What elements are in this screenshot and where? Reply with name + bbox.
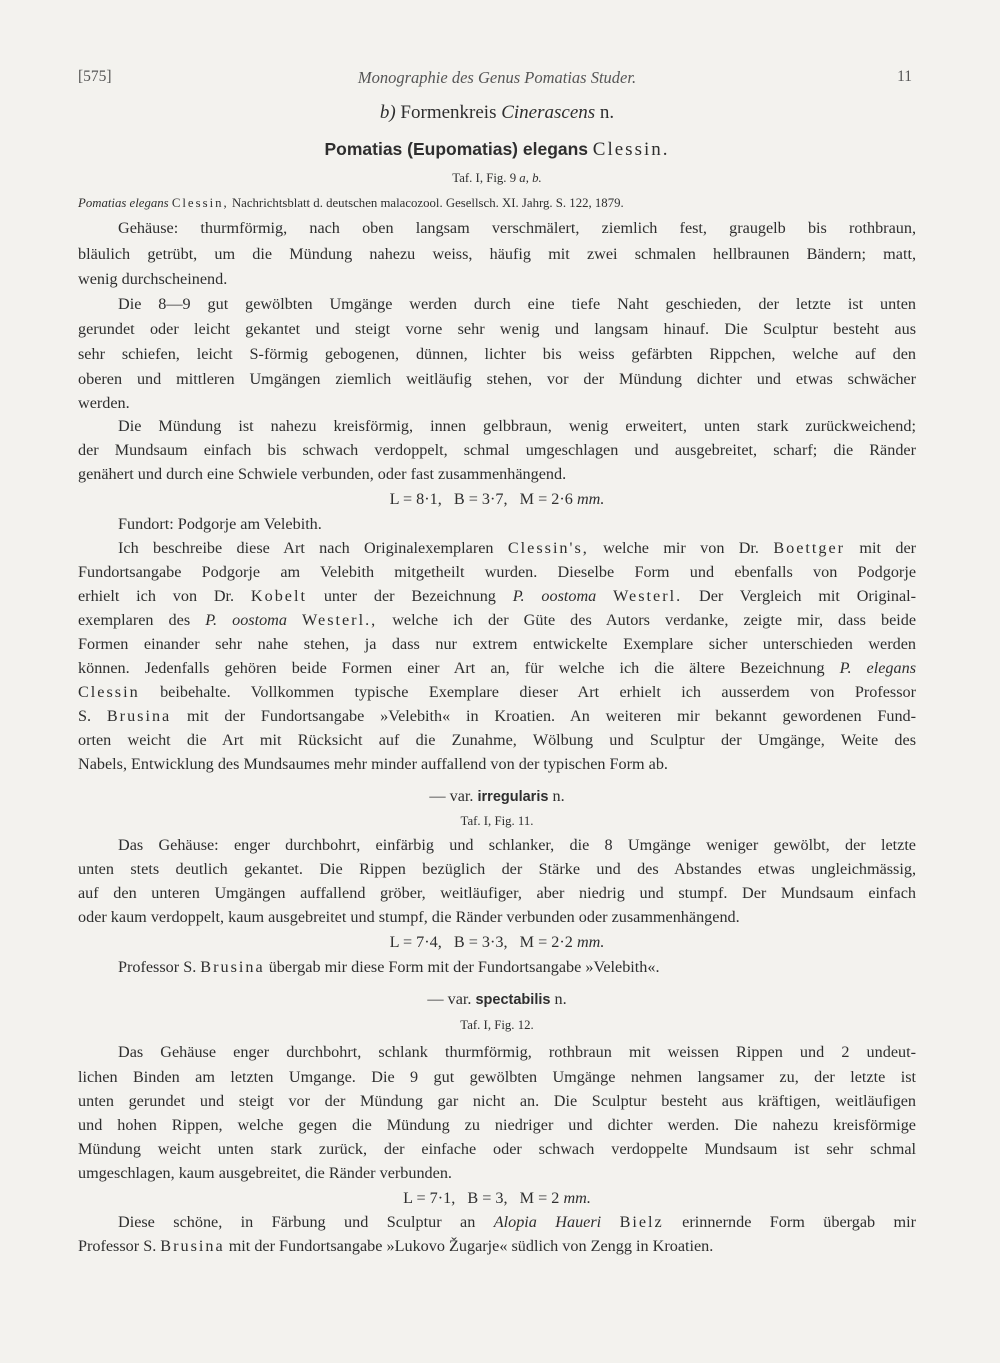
page-reference: [575] (78, 68, 112, 85)
variety-plate-reference: Taf. I, Fig. 11. (460, 814, 534, 828)
measurements: L = 7·4, B = 3·3, M = 2·2 mm. (389, 933, 605, 951)
paragraph-line: Professor S. Brusina mit der Fundortsangabe »Lukovo Žugarje« südlich von Zengg in Kroatien. (78, 1237, 714, 1255)
paragraph-line: Das Gehäuse: enger durchbohrt, einfärbig und schlanker, die 8 Umgänge weniger gewölbt, der letzte (118, 836, 916, 854)
paragraph-line: Nabels, Entwicklung des Mundsaumes mehr minder auffallend von der typischen Form ab. (78, 755, 668, 773)
paragraph-line: Diese schöne, in Färbung und Sculptur an Alopia Haueri Bielz erinnernde Form übergab mir (118, 1213, 917, 1231)
running-header (78, 68, 916, 90)
paragraph-line: genähert und durch eine Schwiele verbunden, oder fast zusammenhängend. (78, 465, 567, 483)
section-heading: b) Formenkreis Cinerascens n. (379, 102, 615, 123)
paragraph-line: sehr schiefen, leicht S-förmig gebogenen, dünnen, lichter bis weiss gefärbten Rippchen, welche auf den (78, 345, 916, 363)
paragraph-line: Clessin beibehalte. Vollkommen typische Exemplare dieser Art erhielt ich ausserdem von Professor (78, 683, 916, 701)
paragraph-line: Die 8—9 gut gewölbten Umgänge werden durch eine tiefe Naht geschieden, der letzte ist unten (118, 295, 916, 313)
paragraph-line: Professor S. Brusina übergab mir diese Form mit der Fundortsangabe »Velebith«. (118, 958, 660, 976)
measurements: L = 8·1, B = 3·7, M = 2·6 mm. (389, 490, 605, 508)
paragraph-line: auf den unteren Umgängen auffallend gröber, weitläufiger, aber niedrig und stumpf. Der Mundsaum einfach (78, 884, 916, 902)
paragraph-line: oder kaum verdoppelt, kaum ausgebreitet und stumpf, die Ränder verbunden oder zusammenhängend. (78, 908, 740, 926)
paragraph-line: Mündung weicht unten stark zurück, der einfache oder schwach verdoppelte Mundsaum ist sehr schmal (78, 1140, 916, 1158)
paragraph-line: Ich beschreibe diese Art nach Originalexemplaren Clessin's, welche mir von Dr. Boettger mit der (118, 539, 917, 557)
paragraph-line: erhielt ich von Dr. Kobelt unter der Bezeichnung P. oostoma Westerl. Der Vergleich mit Original- (78, 587, 917, 605)
paragraph-line: können. Jedenfalls gehören beide Formen einer Art an, für welche ich die ältere Bezeichnung P. elegans (78, 659, 916, 677)
paragraph-line: der Mundsaum einfach bis schwach verdoppelt, schmal umgeschlagen und ausgebreitet, scharf; die Ränder (78, 441, 916, 459)
paragraph-line: oberen und mittleren Umgängen ziemlich weitläufig stehen, vor der Mündung dichter und etwas schwächer (78, 370, 916, 388)
variety-heading: — var. spectabilis n. (427, 990, 567, 1008)
species-literature-reference: Pomatias elegans Clessin, Nachrichtsblatt d. deutschen malacozool. Gesellsch. XI. Jahrg. S. 122, 1879. (78, 196, 624, 210)
locality-line: Fundort: Podgorje am Velebith. (118, 515, 322, 533)
measurements: L = 7·1, B = 3, M = 2 mm. (403, 1189, 591, 1207)
paragraph-line: wenig durchscheinend. (78, 270, 228, 288)
paragraph-line: unten stets deutlich gekantet. Die Rippen bezüglich der Stärke und des Abstandes etwas ungleichmässig, (78, 860, 916, 878)
running-title: Monographie des Genus Pomatias Studer. (357, 68, 637, 87)
page-number: 11 (897, 68, 912, 85)
variety-plate-reference: Taf. I, Fig. 12. (460, 1018, 534, 1032)
paragraph-line: orten weicht die Art mit Rücksicht auf die Zunahme, Wölbung und Sculptur der Umgänge, Weite des (78, 731, 916, 749)
variety-heading: — var. irregularis n. (429, 787, 565, 805)
paragraph-line: umgeschlagen, kaum ausgebreitet, die Ränder verbunden. (78, 1164, 452, 1182)
paragraph-line: Gehäuse: thurmförmig, nach oben langsam verschmälert, ziemlich fest, graugelb bis rothbraun, (118, 219, 916, 237)
paragraph-line: Formen einander sehr nahe stehen, ja dass nur extrem entwickelte Exemplare sicher unterschieden werden (78, 635, 916, 653)
species-plate-reference: Taf. I, Fig. 9 a, b. (452, 171, 542, 185)
paragraph-line: exemplaren des P. oostoma Westerl., welche ich der Güte des Autors verdanke, zeigte mir, dass beide (78, 611, 917, 629)
paragraph-line: unten gerundet und steigt vor der Mündung gar nicht an. Die Sculptur besteht aus kräftigen, weitläufigen (78, 1092, 916, 1110)
paragraph-line: bläulich getrübt, um die Mündung nahezu weiss, häufig mit zwei schmalen hellbraunen Bändern; matt, (78, 245, 916, 263)
paragraph-line: Fundortsangabe Podgorje am Velebith mitgetheilt wurden. Dieselbe Form und ebenfalls von Podgorje (78, 563, 916, 581)
paragraph-line: und hohen Rippen, welche gegen die Mündung zu niedriger und dichter werden. Die nahezu kreisförmige (78, 1116, 916, 1134)
paragraph-line: gerundet oder leicht gekantet und steigt vorne sehr wenig und langsam hinauf. Die Sculptur besteht aus (78, 320, 916, 338)
paragraph-line: Die Mündung ist nahezu kreisförmig, innen gelbbraun, wenig erweitert, unten stark zurückweichend; (118, 417, 916, 435)
paragraph-line: lichen Binden am letzten Umgange. Die 9 gut gewölbten Umgänge nehmen langsamer zu, der letzte ist (78, 1068, 916, 1086)
paragraph-line: werden. (78, 394, 130, 412)
paragraph-line: S. Brusina mit der Fundortsangabe »Velebith« in Kroatien. An weiteren mir bekannt gewordenen Fund- (78, 707, 917, 725)
paragraph-line: Das Gehäuse enger durchbohrt, schlank thurmförmig, rothbraun mit weissen Rippen und 2 undeut- (118, 1043, 916, 1061)
species-heading: Pomatias (Eupomatias) elegans Clessin. (324, 139, 670, 160)
